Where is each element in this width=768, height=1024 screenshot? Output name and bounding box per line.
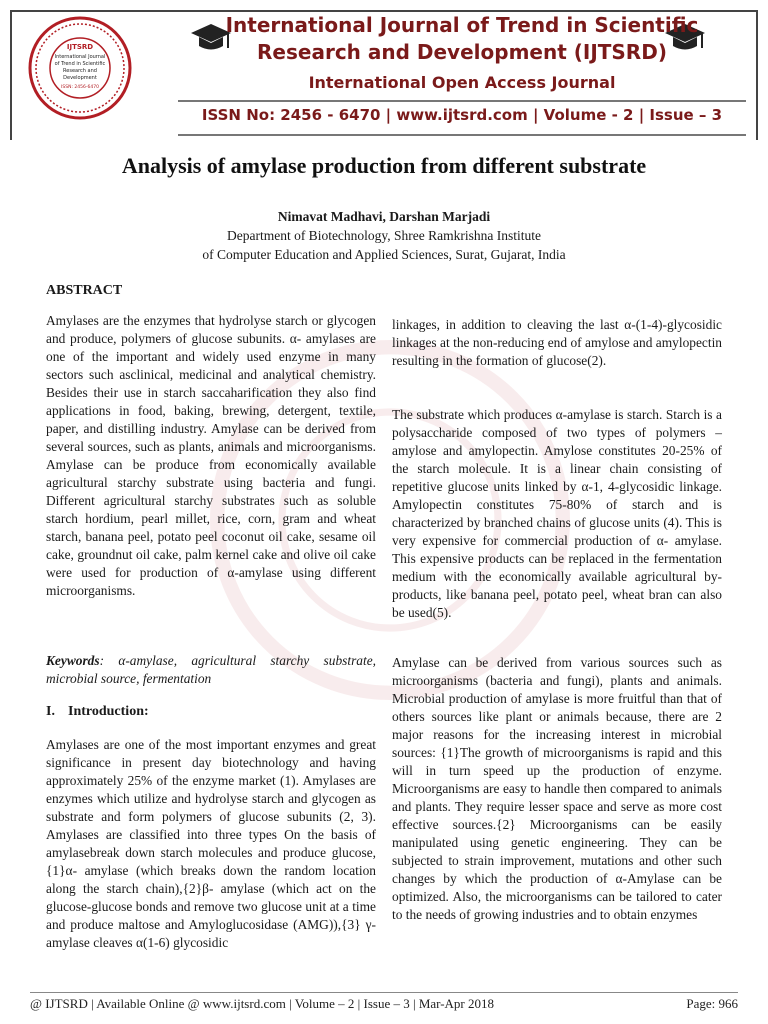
paper-title: Analysis of amylase production from different substrate bbox=[121, 153, 647, 178]
abstract-heading: ABSTRACT bbox=[46, 283, 123, 298]
svg-text:of Trend in Scientific: of Trend in Scientific bbox=[54, 61, 106, 67]
paper-authors: Nimavat Madhavi, Darshan Marjadi bbox=[277, 209, 491, 224]
svg-text:ISSN: 2456-6470: ISSN: 2456-6470 bbox=[61, 85, 99, 90]
svg-text:International Journal: International Journal bbox=[54, 54, 106, 60]
keywords-label: Keywords bbox=[46, 653, 100, 668]
svg-text:IJTSRD: IJTSRD bbox=[66, 43, 94, 51]
section-title: Introduction: bbox=[68, 704, 149, 719]
header-frame-right bbox=[756, 10, 758, 140]
keywords-text: : α-amylase, agricultural starchy substrate, microbial source, fermentation bbox=[46, 653, 376, 686]
issn-volume-line: ISSN No: 2456 - 6470 | www.ijtsrd.com | Volume - 2 | Issue – 3 bbox=[201, 106, 723, 124]
introduction-heading bbox=[46, 704, 149, 720]
right-paragraph-2: The substrate which produces α-amylase is starch. Starch is a polysaccharide composed of two types of polymers – amylose and amylopectin. Amylose constitutes 20-25% of the starch molecule. It is a linear chain consisting of repetitive glucose units linked by α-1, 4-glycosidic linkage. Amylopectin constitutes 75-80% of starch and is characterized by branched chains of glucose units (4). This is very expensive for commercial production of α- amylase. This expensive products can be replaced in the fermentation medium with the economically available agricultural by-products, like banana peel, potato peel, wheat bran can also be used(5). bbox=[392, 407, 722, 620]
keywords bbox=[46, 652, 376, 688]
page-footer bbox=[30, 996, 738, 1012]
journal-subtitle: International Open Access Journal bbox=[308, 73, 616, 92]
introduction-paragraph-1: Amylases are one of the most important enzymes and great significance in present day biotechnology and having approximately 25% of the enzyme market (1). Amylases are enzymes which utilize and hydrolyse starch and glycogen as substrate and form polymers of glucose subunits (2, 3). Amylases are classified into three types On the basis of amylasebreak down starch molecules and produce glucose, {1}α- amylase (which breaks down the random location along the starch chain),{2}β- amylase (which act on the glucose-glucose bonds and remove two glucose unit at a time and produce maltose and Amyloglucosidase (AMG)),{3} γ- amylase cleaves α(1-6) glycosidic bbox=[46, 737, 376, 950]
ijtsrd-seal-logo bbox=[28, 16, 132, 120]
svg-text:Research and: Research and bbox=[63, 68, 97, 74]
footer-page-number: Page: 966 bbox=[686, 996, 738, 1011]
header-divider bbox=[178, 100, 746, 102]
footer-divider bbox=[30, 992, 738, 993]
journal-title-line-1: International Journal of Trend in Scientific bbox=[225, 13, 699, 37]
right-paragraph-1: linkages, in addition to cleaving the last α-(1-4)-glycosidic linkages at the non-reducing end of amylose and amylopectin resulting in the formation of glucose(2). bbox=[392, 317, 722, 368]
journal-title-line-2: Research and Development (IJTSRD) bbox=[257, 40, 667, 64]
abstract-text: Amylases are the enzymes that hydrolyse starch or glycogen and produce, polymers of glucose subunits. α- amylases are one of the important and widely used enzyme in many sectors such asclinical, medicinal and analytical chemistry. Besides their use in starch saccaharification they also find applications in food, baking, brewing, detergent, textile, paper, and distilling industry. Amylase can be derived from several sources, such as plants, animals and microorganisms. Amylase can be produce from economically available agricultural starchy substrate using bacteria and fungi. Different agricultural starchy substrates such as soluble starch hordium, pearl millet, rice, corn, gram and wheat starch, banana peel, potato peel coconut oil cake, sesame oil cake, groundnut oil cake, palm kernel cake and olive oil cake were used for production of α-amylase using different microorganisms. bbox=[46, 313, 376, 598]
affiliation-line-2: of Computer Education and Applied Sciences, Surat, Gujarat, India bbox=[202, 247, 566, 262]
header-frame-left bbox=[10, 10, 12, 140]
header-bottom-divider bbox=[178, 134, 746, 136]
svg-text:Development: Development bbox=[63, 75, 97, 81]
header-frame-top bbox=[10, 10, 758, 12]
affiliation-line-1: Department of Biotechnology, Shree Ramkrishna Institute bbox=[226, 228, 542, 243]
footer-citation: @ IJTSRD | Available Online @ www.ijtsrd.com | Volume – 2 | Issue – 3 | Mar-Apr 2018 bbox=[30, 996, 495, 1011]
right-paragraph-3: Amylase can be derived from various sources such as microorganisms (bacteria and fungi), plants and animals. Microbial production of amylase is more fruitful than that of others sources like plant or animals because, there are 2 major reasons for the increasing interest in microbial sources: {1}The growth of microorganisms is rapid and this will in turn speed up the production of enzyme. Microorganisms are easy to handle then compared to animals and plants. They require lesser space and serve as more cost effective sources.{2} Microorganisms can be easily manipulated using genetic engineering. They can be subjected to strain improvement, mutations and other such changes by which the production of α-Amylase can be optimized. Also, the microorganisms can be tailored to cater to the needs of growing industries and to obtain enzymes bbox=[392, 655, 722, 922]
section-number: I. bbox=[46, 704, 55, 719]
